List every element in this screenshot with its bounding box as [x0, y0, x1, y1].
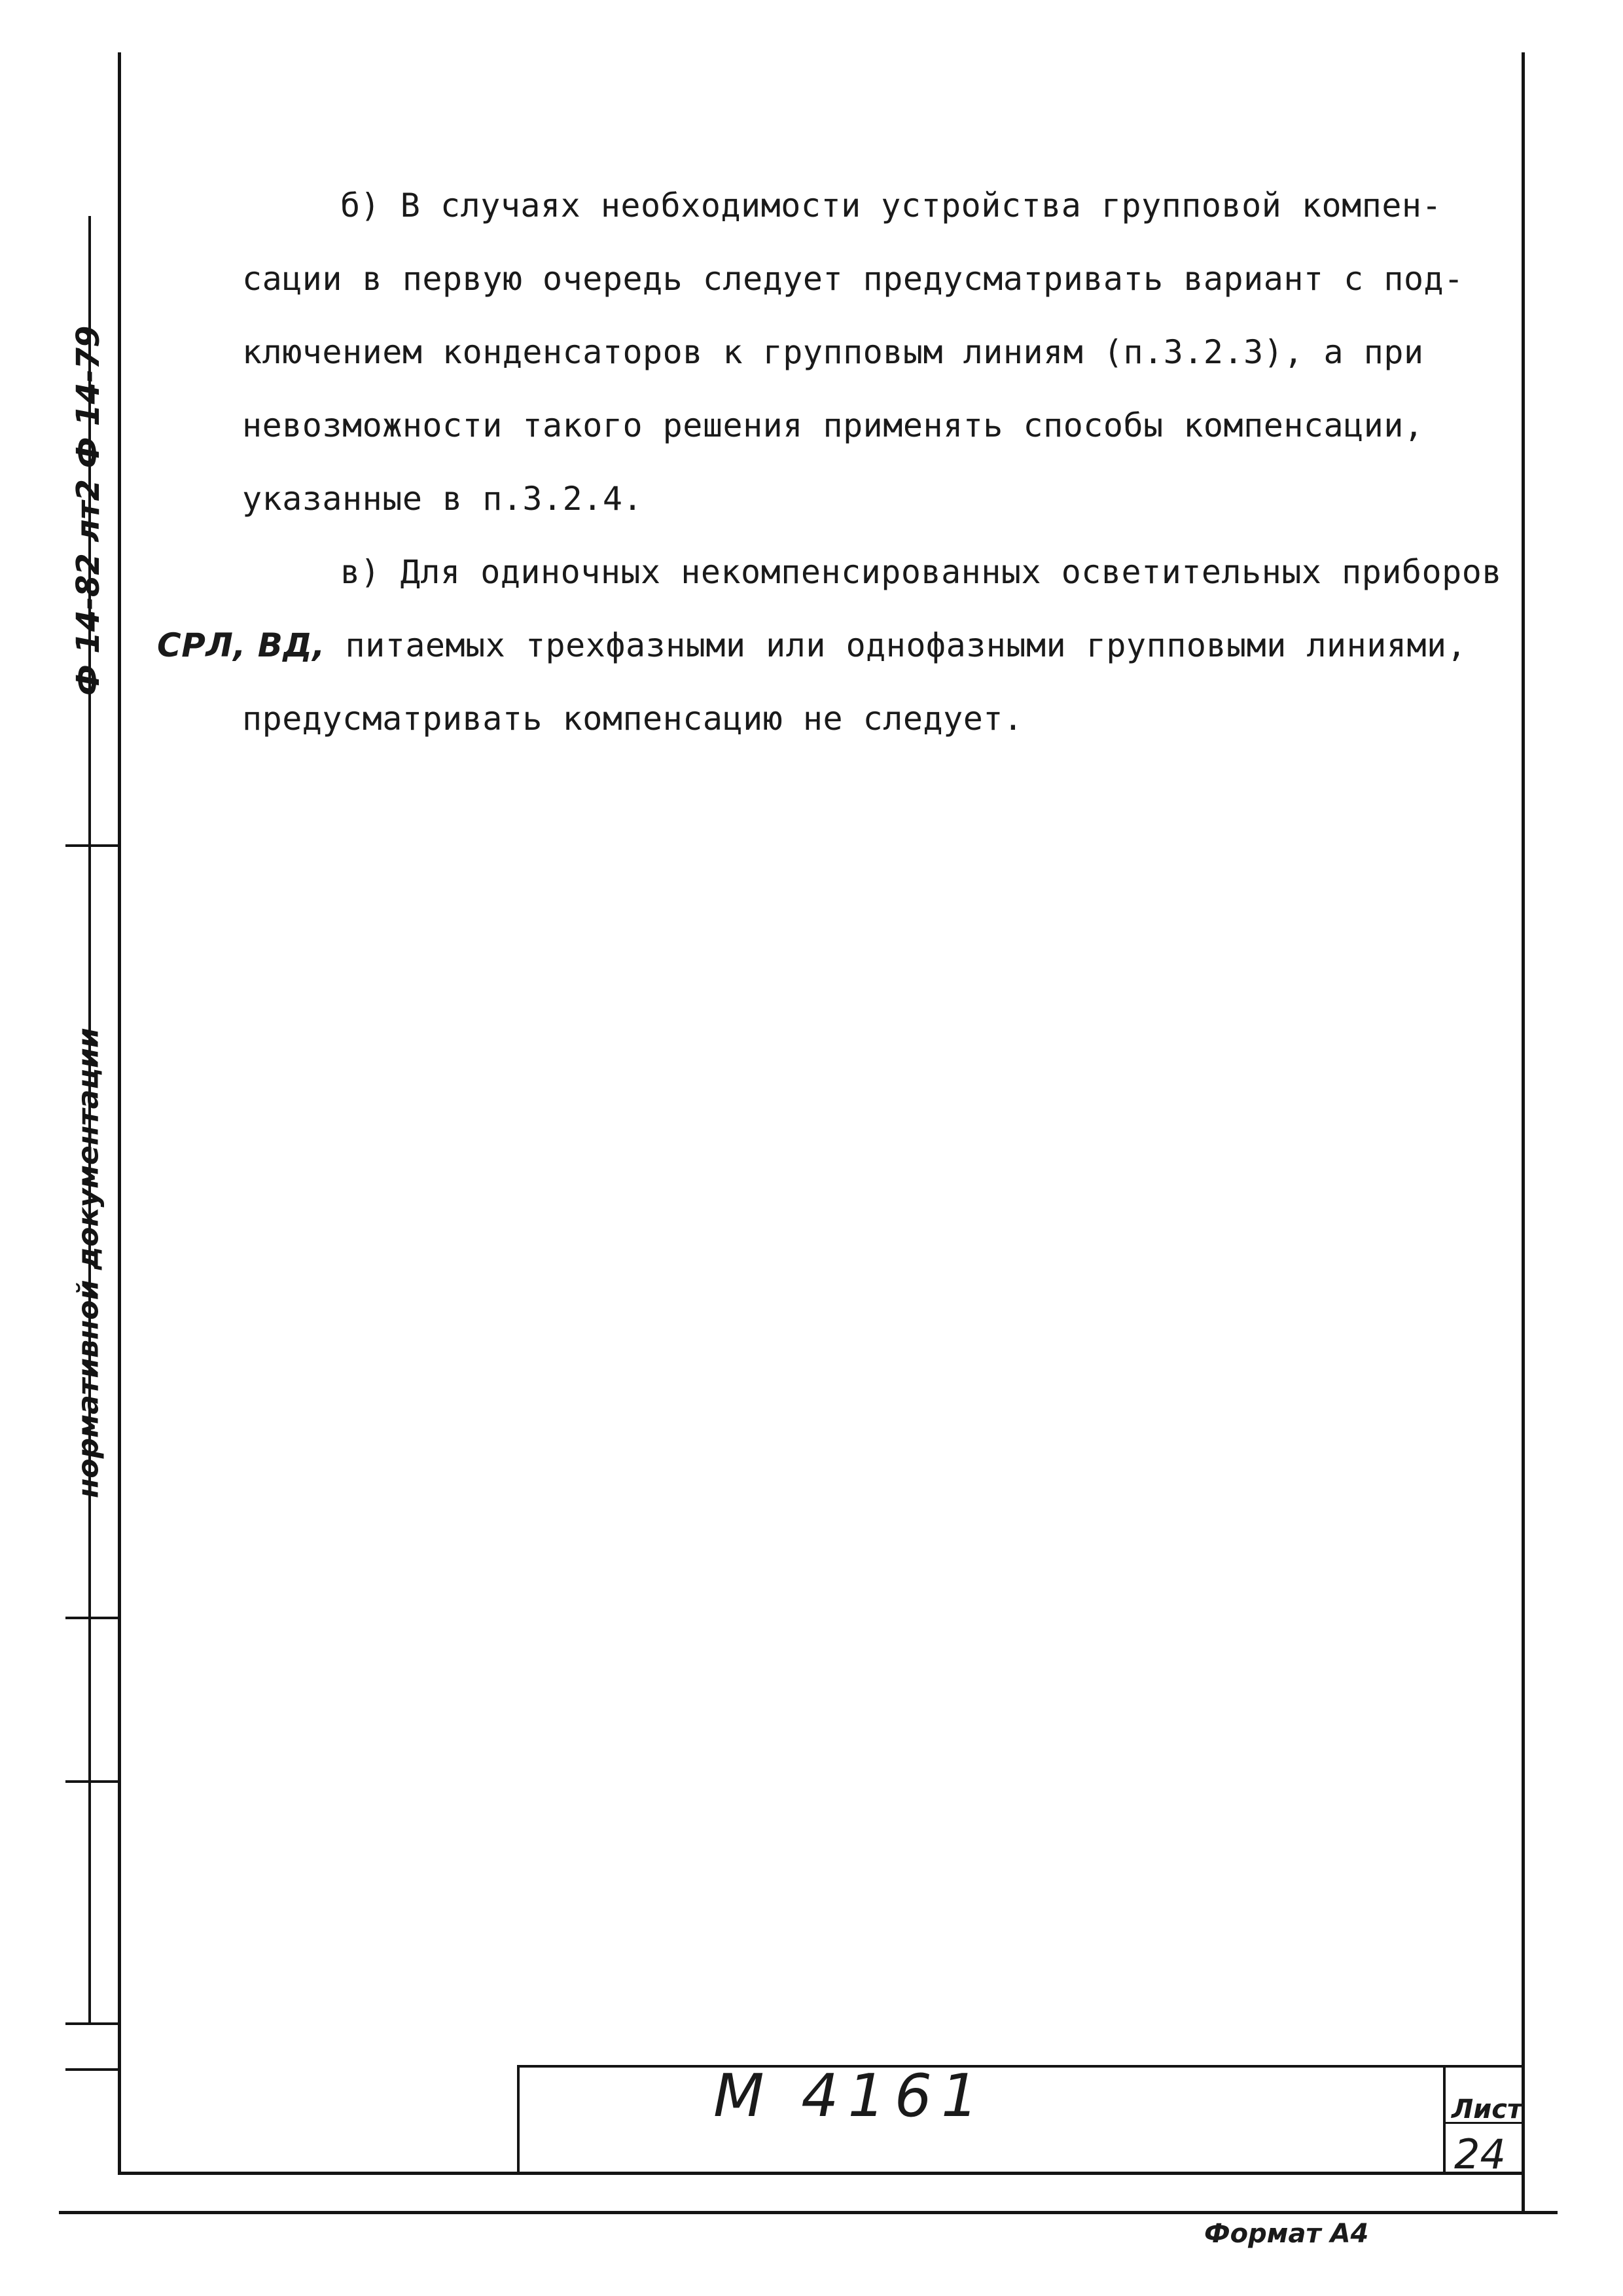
margin-tick — [65, 2068, 121, 2071]
frame-bottom-border — [118, 2172, 1525, 2175]
margin-side-note: нормативной документации — [71, 1028, 105, 1499]
sheet-number: 24 — [1454, 2130, 1506, 2178]
body-line: ключением конденсаторов к групповым линиям (п.3.2.3), а при — [242, 333, 1424, 371]
stamp-top-line — [517, 2065, 1525, 2068]
margin-top-note: Ф 14-82 лт2 Ф 14-79 — [70, 325, 107, 696]
stamp-left-line — [517, 2065, 520, 2173]
body-line: предусматривать компенсацию не следует. — [242, 700, 1024, 738]
handwritten-prefix: СРЛ, ВД, — [157, 626, 325, 664]
document-code: М 4161 — [713, 2062, 988, 2130]
body-line: б) В случаях необходимости устройства групповой компен- — [340, 187, 1442, 224]
body-line: СРЛ, ВД, питаемых трехфазными или однофазными групповыми линиями, — [157, 626, 1467, 664]
stamp-divider-line — [1443, 2065, 1446, 2173]
body-line: сации в первую очередь следует предусматривать вариант с под- — [242, 260, 1464, 298]
sheet-label: Лист — [1452, 2094, 1523, 2125]
body-line: невозможности такого решения применять способы компенсации, — [242, 406, 1424, 444]
margin-tick — [65, 2022, 121, 2025]
frame-left-border — [118, 52, 121, 2173]
body-line: в) Для одиночных некомпенсированных осветительных приборов — [340, 553, 1502, 591]
page-bottom-rule — [59, 2211, 1558, 2214]
body-line: указанные в п.3.2.4. — [242, 480, 643, 518]
margin-tick — [65, 1617, 121, 1619]
document-body — [157, 169, 1525, 755]
margin-tick — [65, 844, 121, 847]
format-label: Формат А4 — [1204, 2219, 1369, 2249]
margin-tick — [65, 1780, 121, 1783]
